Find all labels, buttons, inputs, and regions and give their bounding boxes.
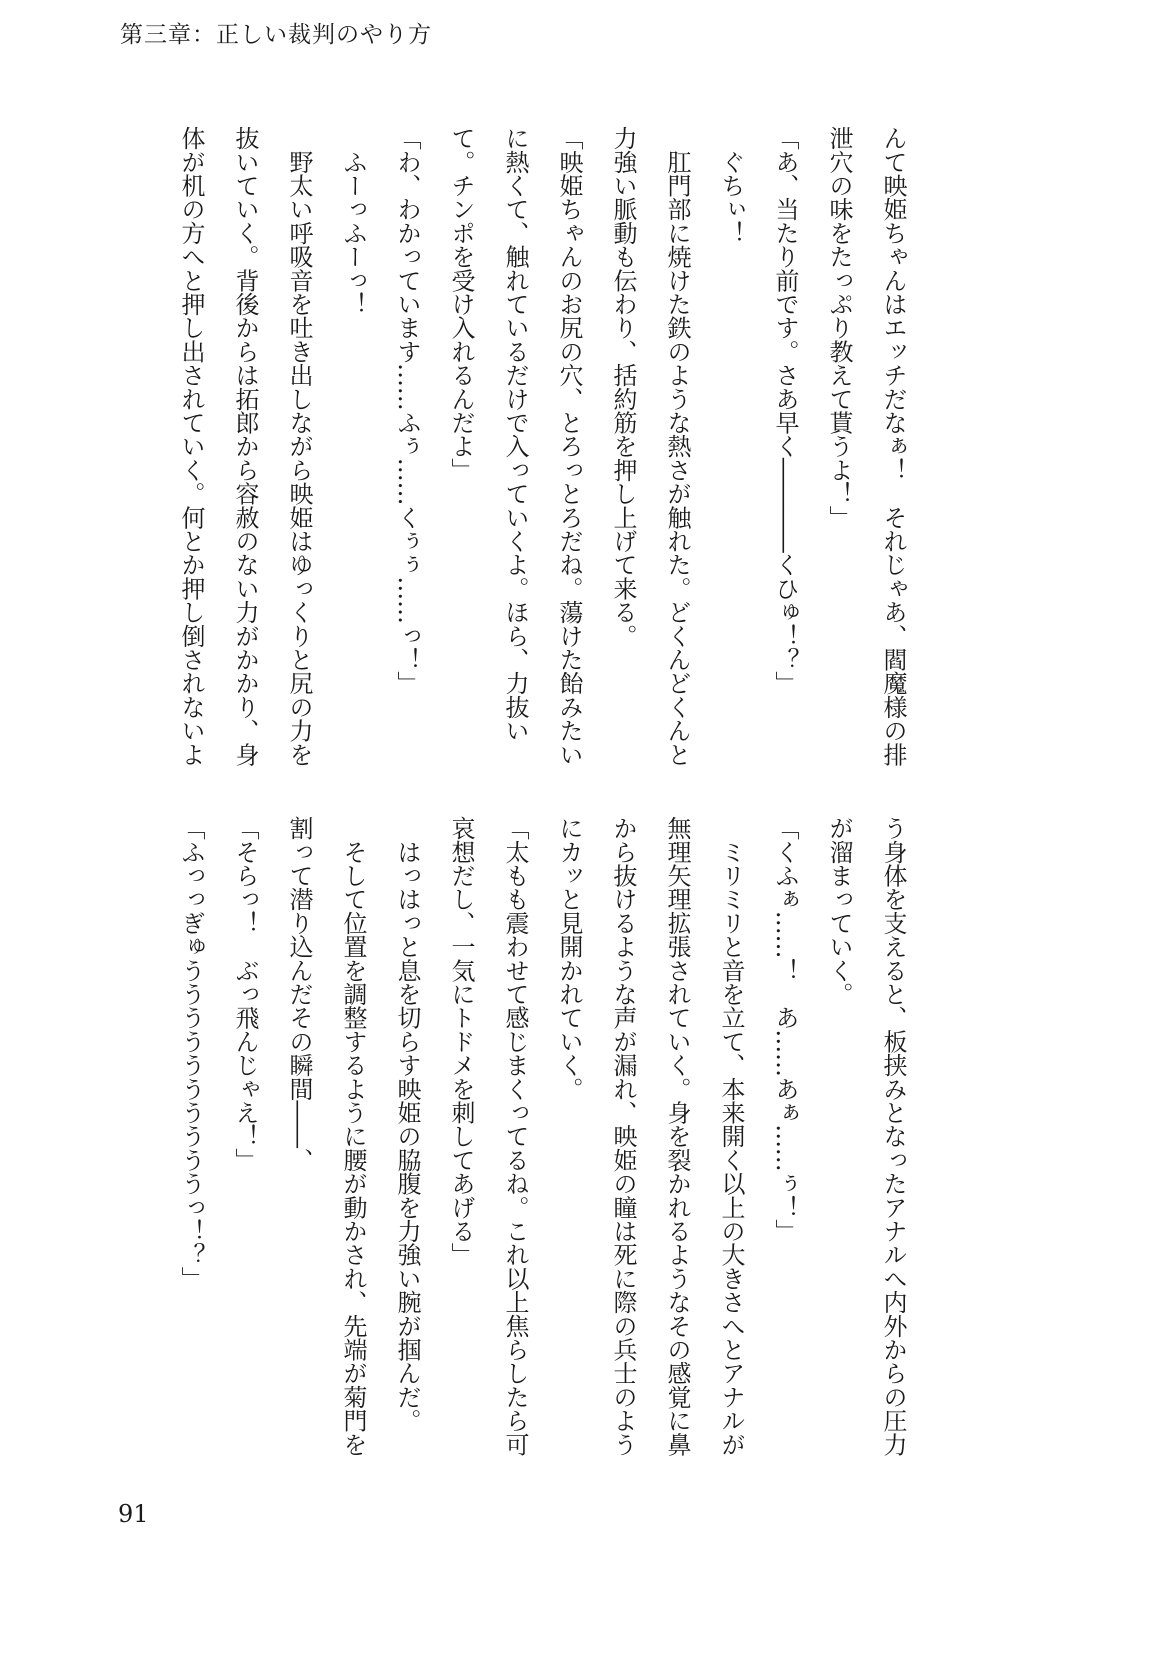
text-line: 「映姫ちゃんのお尻の穴、とろっとろだね。蕩けた飴みたい bbox=[555, 126, 583, 766]
chapter-header: 第三章：正しい裁判のやり方 bbox=[120, 22, 432, 48]
text-line: そして位置を調整するように腰が動かされ、先端が菊門を bbox=[339, 816, 367, 1456]
text-line: 泄穴の味をたっぷり教えて貰うよ！」 bbox=[825, 126, 853, 529]
text-line: が溜まっていく。 bbox=[825, 816, 853, 1006]
text-line: 力強い脈動も伝わり、括約筋を押し上げて来る。 bbox=[609, 126, 637, 648]
text-line: 「わ、わかっています……ふぅ……くぅぅ……っ！」 bbox=[393, 126, 421, 695]
page-number: 91 bbox=[118, 1500, 149, 1528]
text-line: ミリミリと音を立て、本来開く以上の大きさへとアナルが bbox=[717, 816, 745, 1456]
text-line: 体が机の方へと押し出されていく。何とか押し倒されないよ bbox=[177, 126, 205, 766]
text-line: にカッと見開かれていく。 bbox=[555, 816, 583, 1101]
text-line: う身体を支えると、板挟みとなったアナルへ内外からの圧力 bbox=[879, 816, 907, 1456]
text-line: 「あ、当たり前です。さあ早く――――くひゅ！？」 bbox=[771, 126, 799, 695]
text-line: 「くふぁ……！ あ……あぁ……ぅ！」 bbox=[771, 816, 799, 1243]
text-line: ふーっふーっ！ bbox=[339, 126, 367, 316]
text-line: ぐちぃ！ bbox=[717, 126, 745, 245]
text-line: に熱くて、触れているだけで入っていくよ。ほら、力抜い bbox=[501, 126, 529, 743]
text-line: 抜いていく。背後からは拓郎から容赦のない力がかかり、身 bbox=[231, 126, 259, 766]
text-line: 野太い呼吸音を吐き出しながら映姫はゆっくりと尻の力を bbox=[285, 126, 313, 766]
text-line: 「太もも震わせて感じまくってるね。これ以上焦らしたら可 bbox=[501, 816, 529, 1456]
text-line: んて映姫ちゃんはエッチだなぁ！ それじゃあ、閻魔様の排 bbox=[879, 126, 907, 766]
text-line: はっはっと息を切らす映姫の脇腹を力強い腕が掴んだ。 bbox=[393, 816, 421, 1433]
text-line: 哀想だし、一気にトドメを刺してあげる」 bbox=[447, 816, 475, 1267]
text-line: 「ふっっぎゅううううううううううっ！？」 bbox=[177, 816, 205, 1291]
text-line: から抜けるような声が漏れ、映姫の瞳は死に際の兵士のよう bbox=[609, 816, 637, 1456]
text-line: 「そらっ！ ぶっ飛んじゃえ！」 bbox=[231, 816, 259, 1172]
text-line: 肛門部に焼けた鉄のような熱さが触れた。どくんどくんと bbox=[663, 126, 691, 766]
text-line: 無理矢理拡張されていく。身を裂かれるようなその感覚に鼻 bbox=[663, 816, 691, 1456]
text-block-top bbox=[160, 126, 920, 776]
text-line: て。チンポを受け入れるんだよ」 bbox=[447, 126, 475, 482]
text-line: 割って潜り込んだその瞬間――、 bbox=[285, 816, 313, 1172]
text-block-bottom bbox=[160, 816, 920, 1466]
